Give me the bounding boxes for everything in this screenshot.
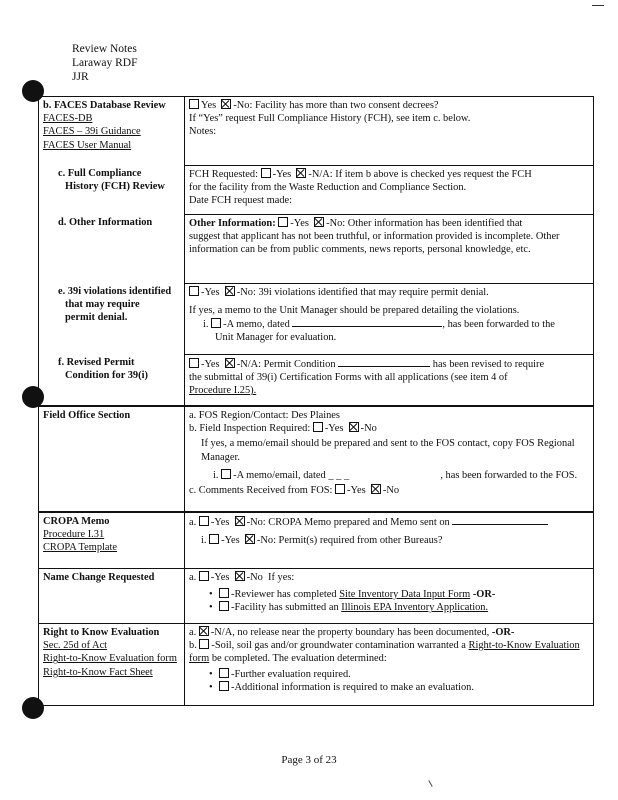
fos-inspection-yes-checkbox[interactable] bbox=[313, 422, 323, 432]
name-bullet-reviewer: • -Reviewer has completed Site Inventory Data Input Form -OR- bbox=[219, 588, 589, 601]
fch-line2: for the facility from the Waste Reduction and Compliance Section. bbox=[189, 181, 467, 193]
revised-label-cell bbox=[39, 354, 185, 406]
fos-memo-text: A memo/email, dated bbox=[236, 469, 326, 481]
faces-user-manual-link[interactable]: FACES User Manual bbox=[43, 139, 132, 151]
faces-yes-label: Yes bbox=[201, 100, 217, 111]
name-reviewer-text: Reviewer has completed bbox=[234, 589, 337, 601]
faces-content-cell: Yes -No: Facility has more than two consent decrees? If “Yes” request Full Compliance History (FCH), see item c. below. Notes: bbox=[185, 97, 594, 166]
site-inventory-form-link[interactable]: Site Inventory Data Input Form bbox=[339, 589, 471, 601]
rtk-fact-sheet-link[interactable]: Right-to-Know Fact Sheet bbox=[43, 666, 153, 678]
fos-inspection-yes-label: Yes bbox=[328, 423, 344, 435]
violations-memo-checkbox[interactable] bbox=[211, 318, 221, 328]
corner-mark bbox=[592, 5, 604, 6]
revised-tail: has been revised to require bbox=[432, 358, 545, 370]
fos-label: Field Office Section bbox=[43, 410, 131, 421]
cropa-permit-no-text: No: Permit(s) required from other Bureaus? bbox=[260, 535, 443, 547]
other-yes-checkbox[interactable] bbox=[278, 217, 288, 227]
fch-yes-checkbox[interactable] bbox=[261, 168, 271, 178]
violations-memo-tail: , has been forwarded to the bbox=[442, 318, 555, 330]
epa-inventory-application-link[interactable]: Illinois EPA Inventory Application. bbox=[341, 602, 489, 614]
faces-no-checkbox[interactable] bbox=[221, 99, 231, 109]
row-right-to-know bbox=[39, 624, 594, 706]
name-if-yes: If yes: bbox=[268, 572, 295, 583]
violations-label-line1: e. 39i violations identified bbox=[58, 286, 172, 297]
faces-39i-guidance-link[interactable]: FACES – 39i Guidance bbox=[43, 126, 141, 138]
violations-content-cell: -Yes -No: 39i violations identified that may require permit denial. If yes, a memo to the Unit Manager should be prepared detailing the violations. i. -A memo, dated , has been forwarded to the Unit Manager for evaluation. bbox=[185, 283, 594, 354]
violations-yes-label: Yes bbox=[204, 286, 220, 298]
name-bullet-facility: • -Facility has submitted an Illinois EPA Inventory Application. bbox=[219, 601, 589, 614]
other-label: d. Other Information bbox=[58, 217, 153, 228]
revised-content-cell: -Yes -N/A: Permit Condition has been revised to require the submittal of 39(i) Certification Forms with all applications (see item 4 of Procedure I.25). bbox=[185, 354, 594, 406]
fch-na-checkbox[interactable] bbox=[296, 168, 306, 178]
revised-na-checkbox[interactable] bbox=[225, 358, 235, 368]
faces-yes-checkbox[interactable] bbox=[189, 99, 199, 109]
fos-content-cell: a. FOS Region/Contact: Des Plaines b. Field Inspection Required: -Yes -No If yes, a memo/email should be prepared and sent to the FOS contact, copy FOS Regional Manager. i. -A memo/email, dated _ _ _ , has been forwarded to the FOS. c. Comments Received from FOS: -Yes -No bbox=[185, 406, 594, 512]
revised-label-line1: f. Revised Permit bbox=[58, 357, 135, 368]
fos-date-blank[interactable]: _ _ _ bbox=[328, 469, 350, 481]
faces-instruction: If “Yes” request Full Compliance History (FCH), see item c. below. bbox=[189, 113, 471, 125]
faces-label: b. FACES Database Review bbox=[43, 100, 166, 111]
rtk-bullet-further: • -Further evaluation required. bbox=[219, 668, 589, 681]
rtk-label: Right to Know Evaluation bbox=[43, 627, 160, 638]
revised-label-line2: Condition for 39(i) bbox=[65, 370, 148, 382]
name-facility-text: Facility has submitted an bbox=[234, 602, 339, 614]
sec-25d-link[interactable]: Sec. 25d of Act bbox=[43, 640, 108, 652]
fos-region-contact: a. FOS Region/Contact: Des Plaines bbox=[189, 410, 340, 421]
row-name-change bbox=[39, 569, 594, 624]
name-no-checkbox[interactable] bbox=[235, 571, 245, 581]
fos-comments-no-checkbox[interactable] bbox=[371, 484, 381, 494]
fos-inspection-no-checkbox[interactable] bbox=[349, 422, 359, 432]
revised-yes-checkbox[interactable] bbox=[189, 358, 199, 368]
fos-comments-prefix: c. Comments Received from FOS: bbox=[189, 485, 333, 497]
fos-item-num: i. bbox=[213, 469, 219, 481]
fch-label-line2: History (FCH) Review bbox=[65, 181, 165, 193]
name-yes-label: Yes bbox=[214, 572, 230, 583]
rtk-na-checkbox[interactable] bbox=[199, 626, 209, 636]
row-cropa bbox=[39, 512, 594, 569]
cropa-permit-yes-label: Yes bbox=[224, 535, 240, 547]
page-number: Page 3 of 23 bbox=[281, 754, 337, 766]
revised-line2: the submittal of 39(i) Certification Forms with all applications (see item 4 of bbox=[189, 371, 508, 383]
row-revised-permit bbox=[39, 354, 594, 406]
fch-content-cell: FCH Requested: -Yes -N/A: If item b above is checked yes request the FCH for the facility from the Waste Reduction and Compliance Section. Date FCH request made: bbox=[185, 165, 594, 214]
cropa-yes-checkbox[interactable] bbox=[199, 516, 209, 526]
rtk-bullet-additional: • -Additional information is required to make an evaluation. bbox=[219, 681, 589, 694]
violations-instruction: If yes, a memo to the Unit Manager should be prepared detailing the violations. bbox=[189, 304, 520, 316]
other-no-text: No: Other information has been identified that bbox=[329, 217, 523, 229]
rtk-content-cell: a. -N/A, no release near the property boundary has been documented, -OR- b. -Soil, soil gas and/or groundwater contamination warranted a Right-to-Know Evaluation form be completed. The evaluation determined: • -Further evaluation required. • -Additional information is required to make an evaluation. bbox=[185, 624, 594, 706]
rtk-further-checkbox[interactable] bbox=[219, 668, 229, 678]
revised-condition-blank[interactable] bbox=[338, 357, 430, 367]
faces-db-link[interactable]: FACES-DB bbox=[43, 113, 93, 125]
fch-yes-label: Yes bbox=[276, 168, 292, 180]
procedure-i31-link[interactable]: Procedure I.31 bbox=[43, 529, 105, 541]
cropa-label-cell bbox=[39, 512, 185, 569]
document-header bbox=[72, 42, 137, 84]
row-39i-violations bbox=[39, 283, 594, 354]
rtk-evaluation-inline-link[interactable]: Right-to-Know Evaluation form bbox=[189, 640, 580, 665]
fos-label-cell bbox=[39, 406, 185, 512]
rtk-contamination-tail: be completed. The evaluation determined: bbox=[211, 653, 387, 665]
other-label-cell bbox=[39, 214, 185, 283]
violations-label-line2: that may require bbox=[65, 299, 140, 311]
fos-comments-yes-label: Yes bbox=[350, 485, 366, 497]
cropa-permit-yes-checkbox[interactable] bbox=[209, 534, 219, 544]
violations-no-checkbox[interactable] bbox=[225, 286, 235, 296]
rtk-label-cell bbox=[39, 624, 185, 706]
other-content-cell: Other Information: -Yes -No: Other information has been identified that suggest that applicant has not been truthful, or information provided is incomplete. Other information can be from public comments, news reports, personal knowledge, etc. bbox=[185, 214, 594, 283]
name-content-cell: a. -Yes -No If yes: • -Reviewer has completed Site Inventory Data Input Form -OR- • -Facility has submitted an Illinois EPA Inventory Application. bbox=[185, 569, 594, 624]
header-initials: JJR bbox=[72, 71, 89, 83]
name-reviewer-checkbox[interactable] bbox=[219, 588, 229, 598]
rtk-b-prefix: b. bbox=[189, 640, 197, 652]
faces-label-cell bbox=[39, 97, 185, 166]
review-table bbox=[38, 96, 594, 706]
cropa-yes-label: Yes bbox=[214, 517, 230, 528]
faces-no-text: No: Facility has more than two consent decrees? bbox=[236, 100, 439, 111]
name-or-label: -OR- bbox=[472, 589, 496, 601]
cropa-a-prefix: a. bbox=[189, 517, 197, 528]
rtk-evaluation-form-link[interactable]: Right-to-Know Evaluation form bbox=[43, 653, 177, 665]
row-field-office bbox=[39, 406, 594, 512]
fch-label-line1: c. Full Compliance bbox=[58, 168, 142, 179]
revised-na-text: N/A: Permit Condition bbox=[240, 358, 336, 370]
rtk-further-text: Further evaluation required. bbox=[234, 668, 351, 680]
rtk-additional-text: Additional information is required to make an evaluation. bbox=[234, 681, 474, 693]
violations-label-line3: permit denial. bbox=[65, 312, 128, 324]
fch-date-label: Date FCH request made: bbox=[189, 194, 293, 206]
row-faces-review bbox=[39, 97, 594, 166]
fch-prefix: FCH Requested: bbox=[189, 168, 258, 180]
fos-comments-yes-checkbox[interactable] bbox=[335, 484, 345, 494]
header-title: Review Notes bbox=[72, 43, 137, 55]
rtk-na-text: N/A, no release near the property boundary has been documented, bbox=[214, 627, 490, 638]
other-body: suggest that applicant has not been truthful, or information provided is incomplete. Other information can be from public comments, news reports, personal knowledge, etc. bbox=[189, 230, 560, 255]
row-other-info bbox=[39, 214, 594, 283]
name-facility-checkbox[interactable] bbox=[219, 601, 229, 611]
cropa-template-link[interactable]: CROPA Template bbox=[43, 542, 118, 554]
name-change-label: Name Change Requested bbox=[43, 572, 155, 583]
cropa-label: CROPA Memo bbox=[43, 516, 110, 527]
cropa-date-blank[interactable] bbox=[452, 515, 548, 525]
rtk-additional-checkbox[interactable] bbox=[219, 681, 229, 691]
revised-yes-label: Yes bbox=[204, 358, 220, 370]
violations-yes-checkbox[interactable] bbox=[189, 286, 199, 296]
name-yes-checkbox[interactable] bbox=[199, 571, 209, 581]
rtk-contamination-checkbox[interactable] bbox=[199, 639, 209, 649]
procedure-i25-link[interactable]: Procedure I.25). bbox=[189, 384, 257, 396]
cropa-no-text: No: CROPA Memo prepared and Memo sent on bbox=[250, 517, 450, 528]
fch-na-text: N/A: If item b above is checked yes request the FCH bbox=[311, 168, 532, 180]
rtk-or-label: -OR- bbox=[491, 627, 515, 638]
other-title: Other Information: bbox=[189, 217, 276, 229]
fos-memo-tail: , has been forwarded to the FOS. bbox=[440, 469, 578, 481]
cropa-content-cell: a. -Yes -No: CROPA Memo prepared and Memo sent on i. -Yes -No: Permit(s) required from other Bureaus? bbox=[185, 512, 594, 569]
name-no-label: No bbox=[250, 572, 263, 583]
violations-label-cell bbox=[39, 283, 185, 354]
violations-date-blank[interactable] bbox=[292, 317, 442, 327]
violations-item-num: i. bbox=[203, 318, 209, 330]
fos-inspection-instruction: If yes, a memo/email should be prepared and sent to the FOS contact, copy FOS Regional Manager. bbox=[201, 438, 575, 463]
fos-inspection-no-label: No bbox=[364, 423, 377, 435]
name-label-cell bbox=[39, 569, 185, 624]
stray-mark bbox=[428, 780, 432, 787]
faces-notes-label: Notes: bbox=[189, 126, 217, 138]
name-a-prefix: a. bbox=[189, 572, 197, 583]
fos-comments-no-label: No bbox=[386, 485, 400, 497]
rtk-a-prefix: a. bbox=[189, 627, 197, 638]
violations-memo-text: A memo, dated bbox=[226, 318, 290, 330]
violations-no-text: No: 39i violations identified that may require permit denial. bbox=[240, 286, 489, 298]
rtk-contamination-text: Soil, soil gas and/or groundwater contamination warranted a bbox=[214, 640, 466, 652]
cropa-permit-no-checkbox[interactable] bbox=[245, 534, 255, 544]
fos-memo-checkbox[interactable] bbox=[221, 469, 231, 479]
violations-memo-evaluation: Unit Manager for evaluation. bbox=[215, 332, 337, 344]
cropa-i-prefix: i. bbox=[201, 535, 207, 547]
fch-label-cell bbox=[39, 165, 185, 214]
cropa-no-checkbox[interactable] bbox=[235, 516, 245, 526]
fos-inspection-prefix: b. Field Inspection Required: bbox=[189, 423, 311, 435]
other-yes-label: Yes bbox=[293, 217, 309, 229]
other-no-checkbox[interactable] bbox=[314, 217, 324, 227]
header-facility: Laraway RDF bbox=[72, 57, 138, 69]
row-fch-review bbox=[39, 165, 594, 214]
